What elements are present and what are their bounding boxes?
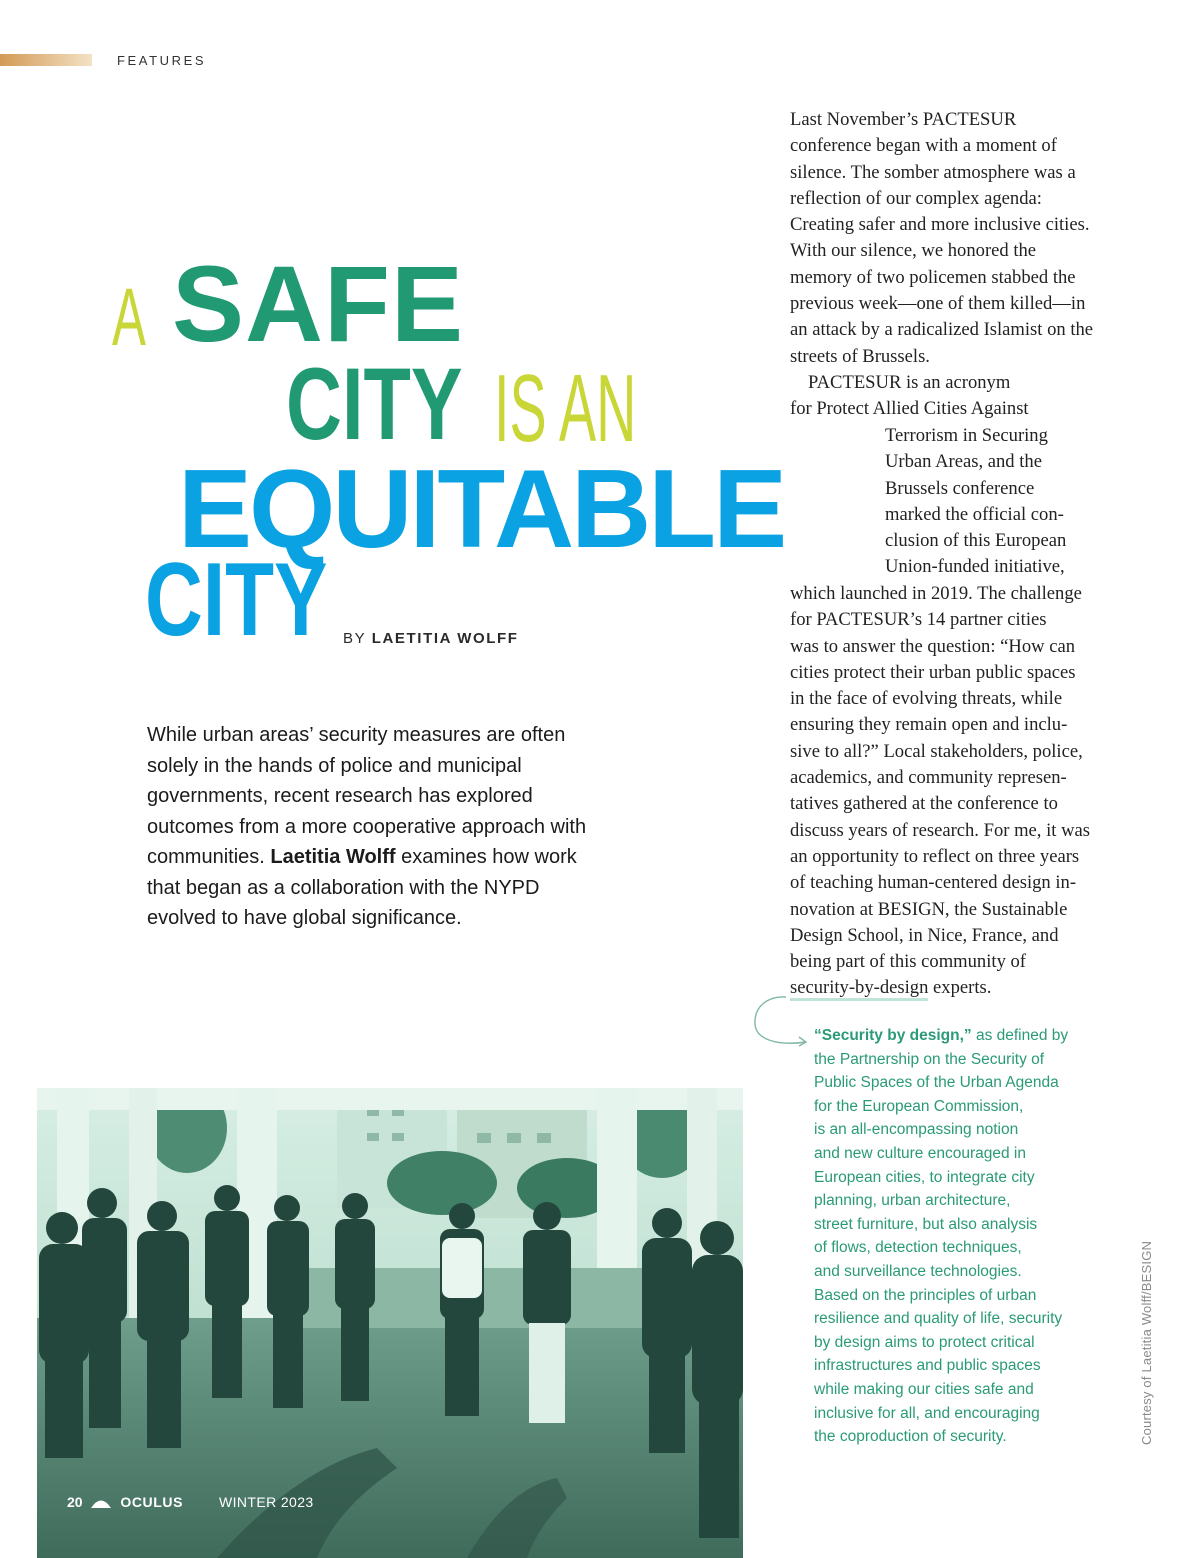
sidebar-line: the Partnership on the Security of [814, 1050, 1045, 1068]
sidebar-line: resilience and quality of life, security [814, 1310, 1063, 1328]
body-line: sive to all?” Local stakeholders, police, [790, 740, 1083, 762]
intro-deck [147, 720, 607, 934]
title-word-city: CITY [286, 347, 463, 461]
body-line: an opportunity to reflect on three years [790, 845, 1080, 867]
body-paragraph-2-start [790, 370, 1090, 423]
sidebar-line: street furniture, but also analysis [814, 1215, 1038, 1233]
body-tail: experts. [928, 977, 992, 999]
sidebar-line: infrastructures and public spaces [814, 1357, 1041, 1375]
intro-author: Laetitia Wolff [270, 846, 396, 868]
page-footer [67, 1494, 314, 1510]
sidebar-line [814, 1024, 1099, 1048]
body-line: academics, and community represen- [790, 767, 1067, 789]
security-by-design-sidebar [814, 1024, 1099, 1449]
byline-prefix: BY [343, 630, 366, 647]
body-line: Design School, in Nice, France, and [790, 924, 1059, 946]
sidebar-line: the coproduction of security. [814, 1428, 1007, 1446]
group-photo-illustration [37, 1088, 743, 1558]
body-line: Brussels conference [885, 477, 1035, 499]
body-line: was to answer the question: “How can [790, 635, 1076, 657]
body-line: clusion of this European [885, 530, 1067, 552]
body-paragraph-2-wrap [885, 423, 1095, 581]
body-line: for PACTESUR’s 14 partner cities [790, 609, 1047, 631]
photo-credit: Courtesy of Laetitia Wolff/BESIGN [1139, 1240, 1154, 1445]
sidebar-line: European cities, to integrate city [814, 1168, 1035, 1186]
body-line-last [790, 975, 1100, 1001]
body-line: of teaching human-centered design in- [790, 872, 1077, 894]
title-word-a: A [112, 272, 146, 363]
sidebar-first-rest: as defined by [971, 1027, 1069, 1044]
page-number: 20 [67, 1494, 83, 1510]
section-label: FEATURES [117, 53, 207, 68]
byline [343, 630, 519, 647]
sidebar-line: inclusive for all, and encouraging [814, 1404, 1040, 1422]
callout-arrow-icon [740, 990, 810, 1050]
intro-text-end: examines how work that began as a collaboration with the NYPD evolved to have global significance. [147, 846, 577, 929]
body-paragraph-2-rest [790, 581, 1100, 1002]
sidebar-line: planning, urban architecture, [814, 1192, 1011, 1210]
title-word-city-2: CITY [145, 542, 328, 658]
sidebar-line: is an all-encompassing notion [814, 1121, 1019, 1139]
title-word-equitable: EQUITABLE [178, 447, 785, 571]
sidebar-line: by design aims to protect critical [814, 1333, 1035, 1351]
sidebar-line: of flows, detection techniques, [814, 1239, 1022, 1257]
sidebar-line: and surveillance technologies. [814, 1262, 1022, 1280]
body-line: novation at BESIGN, the Sustainable [790, 898, 1068, 920]
issue-date: WINTER 2023 [218, 1494, 314, 1510]
body-line: cities protect their urban public spaces [790, 661, 1076, 683]
article-photo [37, 1088, 743, 1558]
body-line: Urban Areas, and the [885, 451, 1042, 473]
section-accent-bar [0, 54, 92, 66]
body-line: in the face of evolving threats, while [790, 688, 1063, 710]
title-word-is-an: IS AN [494, 355, 637, 462]
magazine-name: OCULUS [120, 1494, 184, 1510]
sidebar-term: “Security by design,” [814, 1027, 972, 1044]
body-line: discuss years of research. For me, it was [790, 819, 1090, 841]
body-paragraph-1: Last November’s PACTESUR conference began with a moment of silence. The somber atmosphere was a reflection of our complex agenda: Creating safer and more inclusive cities. With our silence, we honored the memory of two policemen stabbed the previous week—one of them killed—in an attack by a radicalized Islamist on the streets of Brussels. [790, 109, 1094, 367]
body-line: Union-funded initiative, [885, 556, 1065, 578]
sidebar-line: Based on the principles of urban [814, 1286, 1037, 1304]
sidebar-line: Public Spaces of the Urban Agenda [814, 1074, 1059, 1092]
sidebar-line: while making our cities safe and [814, 1380, 1034, 1398]
sidebar-line: and new culture encouraged in [814, 1144, 1026, 1162]
body-line: for Protect Allied Cities Against [790, 398, 1029, 420]
body-line: PACTESUR is an acronym [808, 372, 1011, 393]
title-word-safe: SAFE [172, 243, 465, 364]
body-line: ensuring they remain open and inclu- [790, 714, 1068, 736]
oculus-logo-icon [90, 1497, 112, 1509]
body-line: tatives gathered at the conference to [790, 793, 1058, 815]
body-line: being part of this community of [790, 951, 1026, 973]
byline-author: LAETITIA WOLFF [371, 630, 519, 647]
body-line: marked the official con- [885, 503, 1064, 525]
body-line: which launched in 2019. The challenge [790, 583, 1082, 604]
security-by-design-highlight: security-by-design [790, 977, 928, 1001]
body-line: Terrorism in Securing [885, 425, 1048, 446]
intro-text-start: While urban areas’ security measures are often solely in the hands of police and municipal governments, recent research has explored outcomes from a more cooperative approach with communities. [147, 724, 587, 868]
sidebar-line: for the European Commission, [814, 1097, 1024, 1115]
